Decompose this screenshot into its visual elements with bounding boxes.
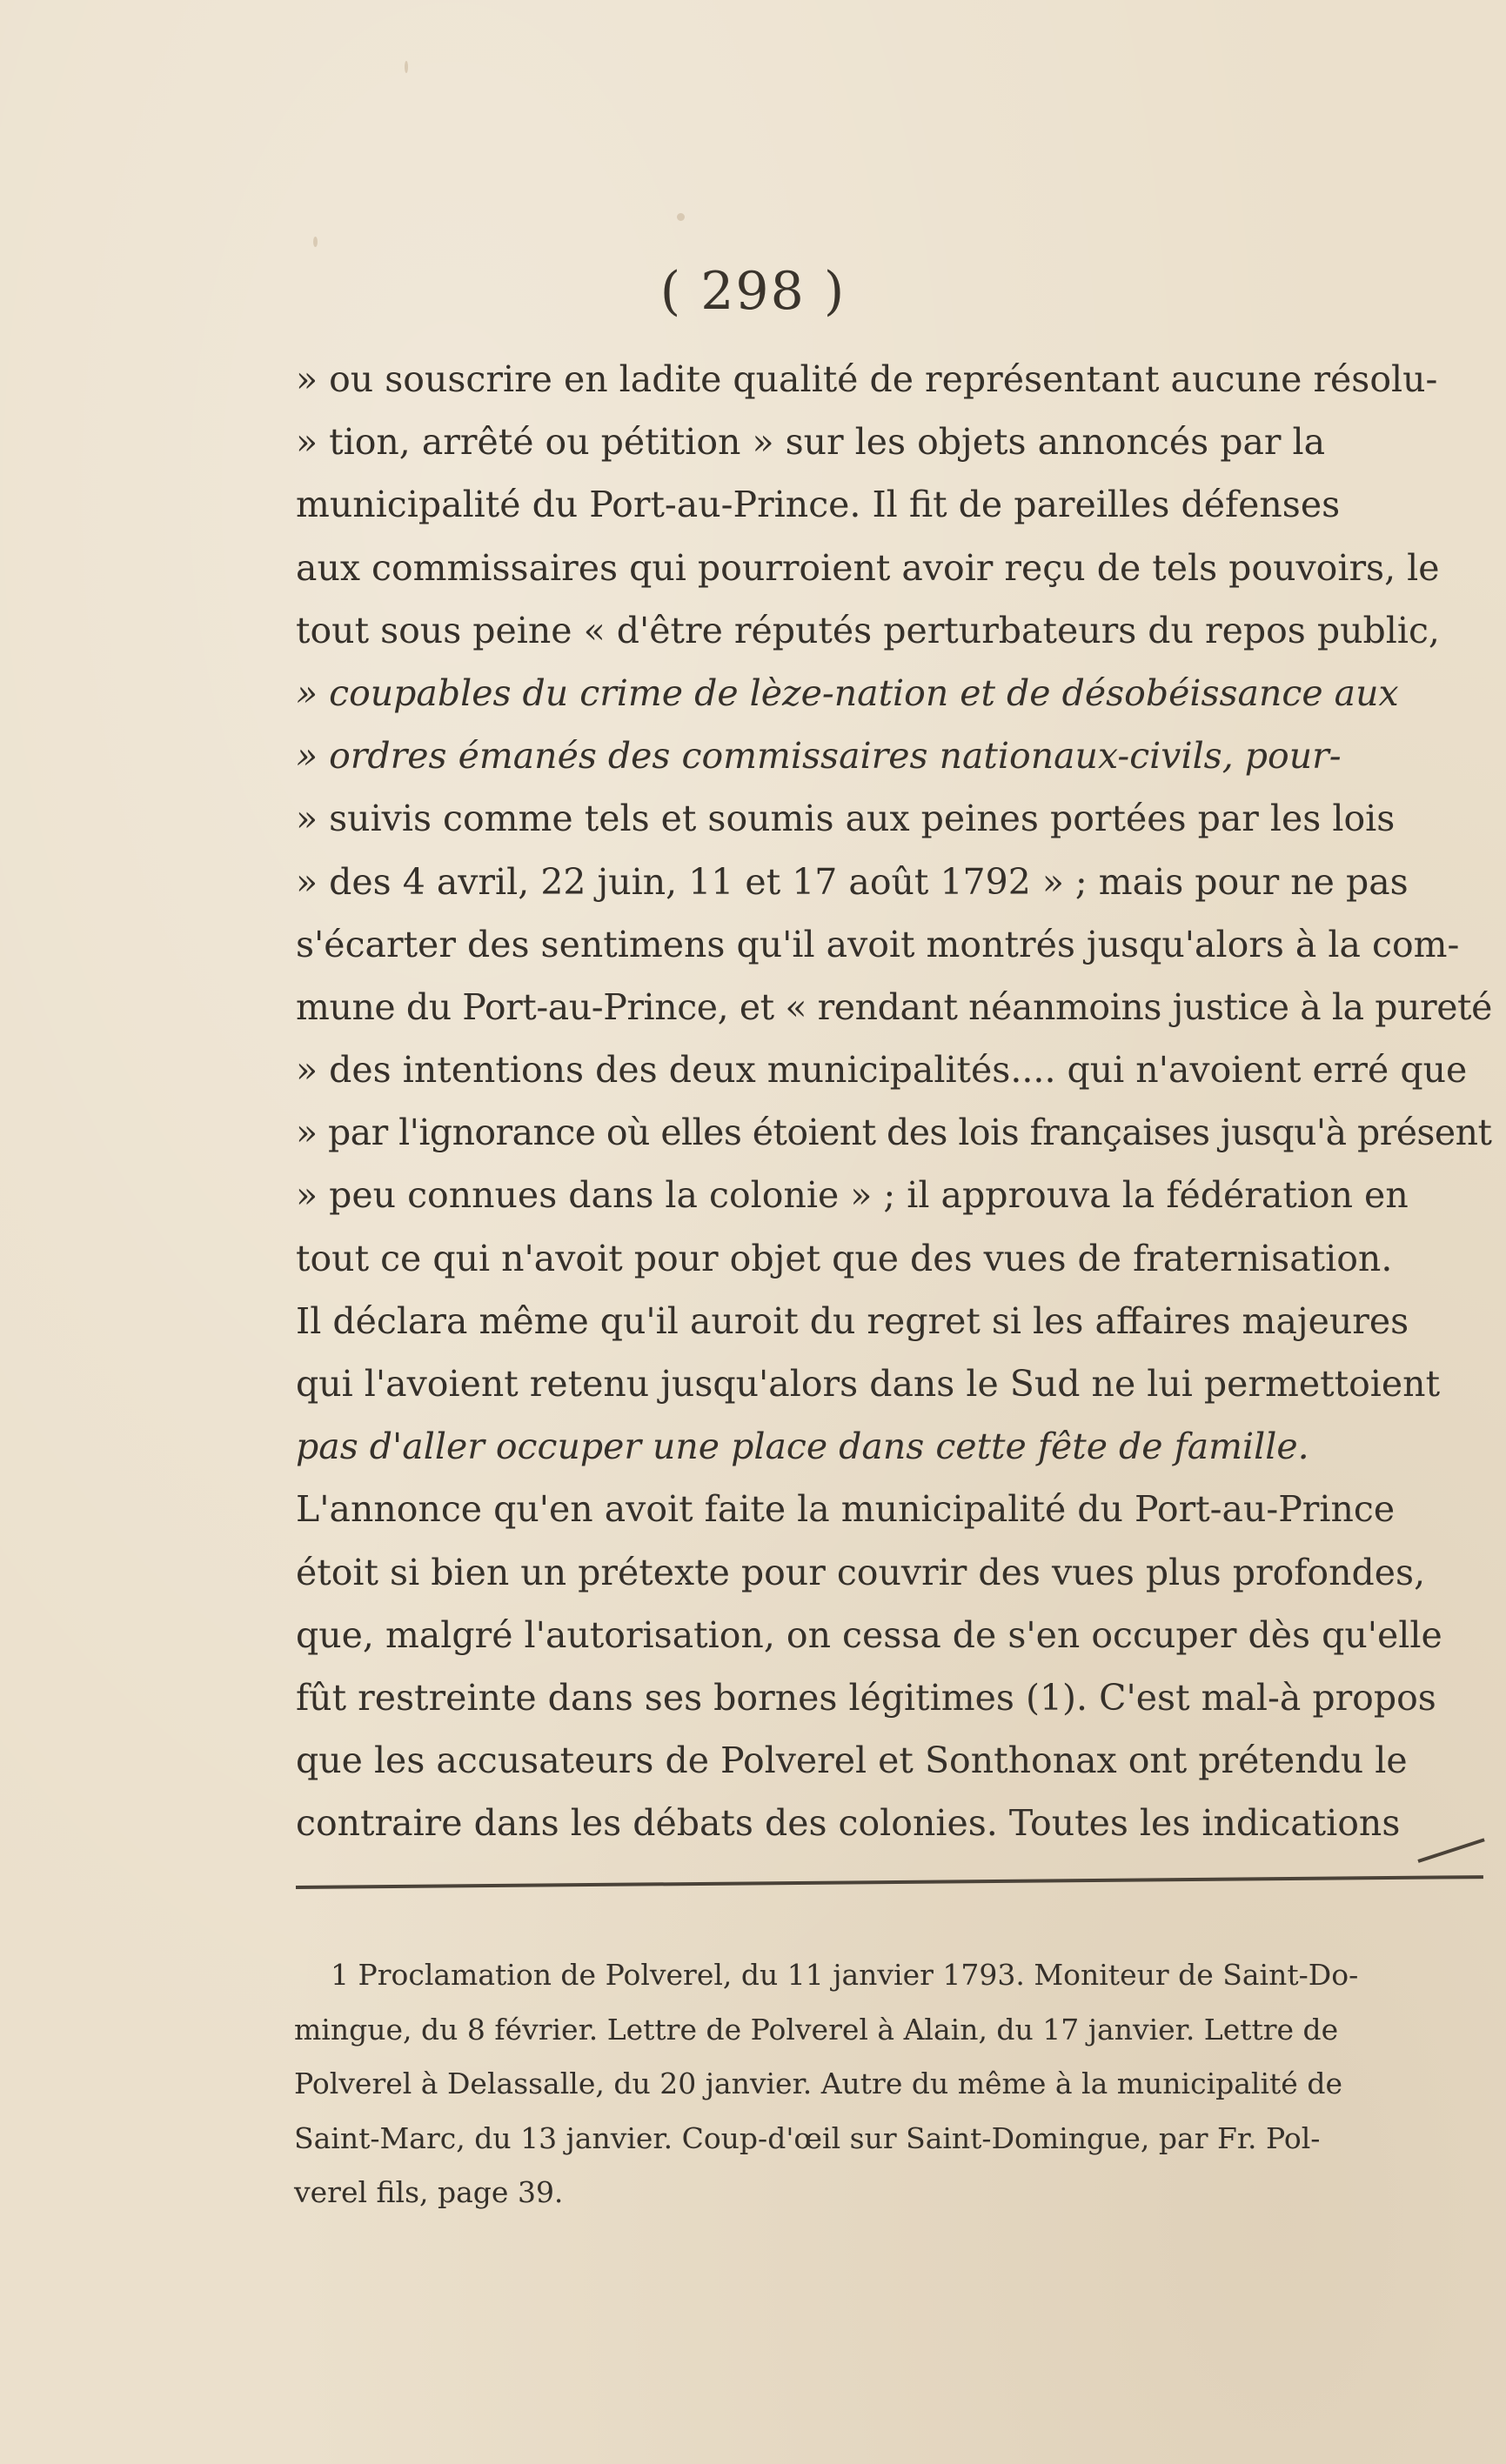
text-line: s'écarter des sentimens qu'il avoit montrés jusqu'alors à la com- [296, 923, 1460, 965]
text-line: » coupables du crime de lèze-nation et de désobéissance aux [296, 671, 1399, 714]
text-line: qui l'avoient retenu jusqu'alors dans le Sud ne lui permettoient [296, 1363, 1441, 1405]
footnote-line: verel fils, page 39. [294, 2175, 564, 2209]
text-line: tout sous peine « d'être réputés perturbateurs du repos public, [296, 609, 1440, 651]
text-line: » des intentions des deux municipalités.... qui n'avoient erré que [296, 1049, 1468, 1092]
text-line: » ordres émanés des commissaires nationaux-civils, pour- [296, 735, 1342, 778]
text-line: aux commissaires qui pourroient avoir reçu de tels pouvoirs, le [296, 546, 1440, 589]
text-line: étoit si bien un prétexte pour couvrir des vues plus profondes, [296, 1551, 1426, 1593]
footnote-line: 1 Proclamation de Polverel, du 11 janvier 1793. Moniteur de Saint-Do- [331, 1958, 1359, 1992]
main-text [296, 348, 1496, 1855]
text-line: » ou souscrire en ladite qualité de représentant aucune résolu- [296, 358, 1438, 400]
text-line: L'annonce qu'en avoit faite la municipalité du Port-au-Prince [296, 1488, 1396, 1531]
footnote-line: Saint-Marc, du 13 janvier. Coup-d'œil sur Saint-Domingue, par Fr. Pol- [294, 2120, 1321, 2155]
text-line: » suivis comme tels et soumis aux peines portées par les lois [296, 798, 1396, 840]
text-line: que, malgré l'autorisation, on cessa de s'en occuper dès qu'elle [296, 1613, 1442, 1656]
ink-spot [405, 61, 408, 73]
text-line: » tion, arrêté ou pétition » sur les objets annoncés par la [296, 421, 1326, 464]
text-line: mune du Port-au-Prince, et « rendant néanmoins justice à la pureté [296, 985, 1492, 1028]
ink-spot [313, 237, 318, 247]
ink-spot [677, 213, 685, 221]
footnote-line: mingue, du 8 février. Lettre de Polverel à Alain, du 17 janvier. Lettre de [294, 2012, 1339, 2047]
text-line: fût restreinte dans ses bornes légitimes (1). C'est mal-à propos [296, 1676, 1436, 1719]
footnotes [294, 1948, 1495, 2220]
text-line: contraire dans les débats des colonies. Toutes les indications [296, 1802, 1401, 1845]
text-line: municipalité du Port-au-Prince. Il fit de pareilles défenses [296, 484, 1341, 526]
text-line: que les accusateurs de Polverel et Sonthonax ont prétendu le [296, 1739, 1408, 1782]
text-line: pas d'aller occuper une place dans cette fête de famille. [296, 1426, 1309, 1468]
text-line: tout ce qui n'avoit pour objet que des vues de fraternisation. [296, 1237, 1393, 1279]
page-number: ( 298 ) [659, 261, 847, 322]
text-line: » peu connues dans la colonie » ; il approuva la fédération en [296, 1174, 1409, 1217]
text-line: Il déclara même qu'il auroit du regret si les affaires majeures [296, 1299, 1409, 1342]
footnote-line: Polverel à Delassalle, du 20 janvier. Autre du même à la municipalité de [294, 2067, 1342, 2100]
footnote-separator [296, 1875, 1483, 1889]
text-line: » des 4 avril, 22 juin, 11 et 17 août 1792 » ; mais pour ne pas [296, 860, 1409, 903]
text-line: » par l'ignorance où elles étoient des lois françaises jusqu'à présent [296, 1112, 1492, 1154]
